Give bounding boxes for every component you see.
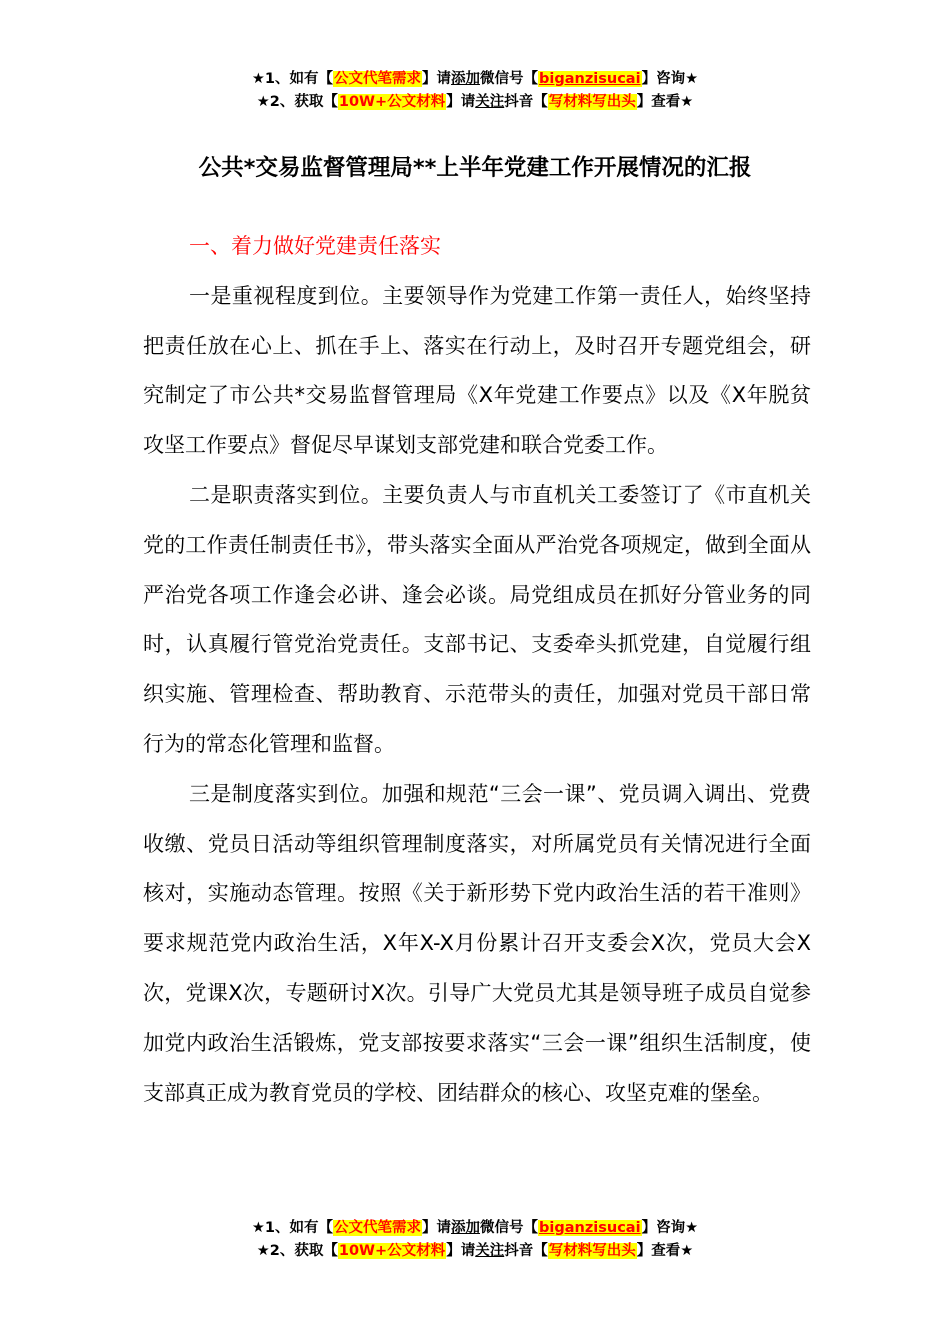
top-promo-banner — [0, 68, 950, 114]
promo-follow-underlined: 关注 — [475, 1243, 505, 1259]
promo-line-2-suffix: 】查看★ — [636, 1243, 694, 1259]
document-body — [143, 222, 811, 1118]
promo-line-1 — [0, 68, 950, 91]
promo-add-underlined: 添加 — [451, 1220, 481, 1236]
promo-line-2-mid2: 抖音【 — [504, 94, 548, 110]
promo-line-2 — [0, 1240, 950, 1263]
promo-line-1-suffix: 】咨询★ — [641, 71, 699, 87]
promo-materials-highlight: 10W+公文材料 — [338, 1243, 446, 1259]
promo-service-highlight: 公文代笔需求 — [334, 71, 422, 87]
promo-line-2 — [0, 91, 950, 114]
promo-line-2-suffix: 】查看★ — [636, 94, 694, 110]
paragraph-3: 三是制度落实到位。加强和规范“三会一课”、党员调入调出、党费收缴、党员日活动等组织管理制度落实，对所属党员有关情况进行全面核对，实施动态管理。按照《关于新形势下党内政治生活的若干准则》要求规范党内政治生活，X年X-X月份累计召开支委会X次，党员大会X次，党课X次，专题研讨X次。引导广大党员尤其是领导班子成员自觉参加党内政治生活锻炼，党支部按要求落实“三会一课”组织生活制度，使支部真正成为教育党员的学校、团结群众的核心、攻坚克难的堡垒。 — [143, 781, 811, 1105]
promo-line-1-mid: 】请 — [422, 1220, 452, 1236]
promo-line-2-mid: 】请 — [446, 1243, 476, 1259]
wechat-id-link[interactable]: biganzisucai — [539, 1220, 641, 1236]
paragraph-1: 一是重视程度到位。主要领导作为党建工作第一责任人，始终坚持把责任放在心上、抓在手上、落实在行动上，及时召开专题党组会，研究制定了市公共*交易监督管理局《X年党建工作要点》以及《X年脱贫攻坚工作要点》督促尽早谋划支部党建和联合党委工作。 — [143, 283, 811, 458]
promo-line-2-mid2: 抖音【 — [504, 1243, 548, 1259]
paragraph-2: 二是职责落实到位。主要负责人与市直机关工委签订了《市直机关党的工作责任制责任书》，带头落实全面从严治党各项规定，做到全面从严治党各项工作逢会必讲、逢会必谈。局党组成员在抓好分管业务的同时，认真履行管党治党责任。支部书记、支委牵头抓党建，自觉履行组织实施、管理检查、帮助教育、示范带头的责任，加强对党员干部日常行为的常态化管理和监督。 — [143, 482, 811, 756]
promo-line-1-mid: 】请 — [422, 71, 452, 87]
promo-follow-underlined: 关注 — [475, 94, 505, 110]
douyin-account-highlight: 写材料写出头 — [548, 1243, 636, 1259]
bottom-promo-banner — [0, 1217, 950, 1263]
promo-line-2-mid: 】请 — [446, 94, 476, 110]
promo-line-2-prefix: ★2、获取【 — [256, 1243, 338, 1259]
promo-line-2-prefix: ★2、获取【 — [256, 94, 338, 110]
douyin-account-highlight: 写材料写出头 — [548, 94, 636, 110]
promo-line-1-mid2: 微信号【 — [480, 1220, 539, 1236]
promo-line-1-mid2: 微信号【 — [480, 71, 539, 87]
promo-materials-highlight: 10W+公文材料 — [338, 94, 446, 110]
wechat-id-link[interactable]: biganzisucai — [539, 71, 641, 87]
promo-line-1-suffix: 】咨询★ — [641, 1220, 699, 1236]
section-heading: 一、着力做好党建责任落实 — [189, 234, 441, 258]
promo-line-1-prefix: ★1、如有【 — [251, 71, 334, 87]
document-title: 公共*交易监督管理局**上半年党建工作开展情况的汇报 — [198, 155, 752, 181]
promo-line-1 — [0, 1217, 950, 1240]
promo-line-1-prefix: ★1、如有【 — [251, 1220, 334, 1236]
promo-service-highlight: 公文代笔需求 — [334, 1220, 422, 1236]
promo-add-underlined: 添加 — [451, 71, 481, 87]
